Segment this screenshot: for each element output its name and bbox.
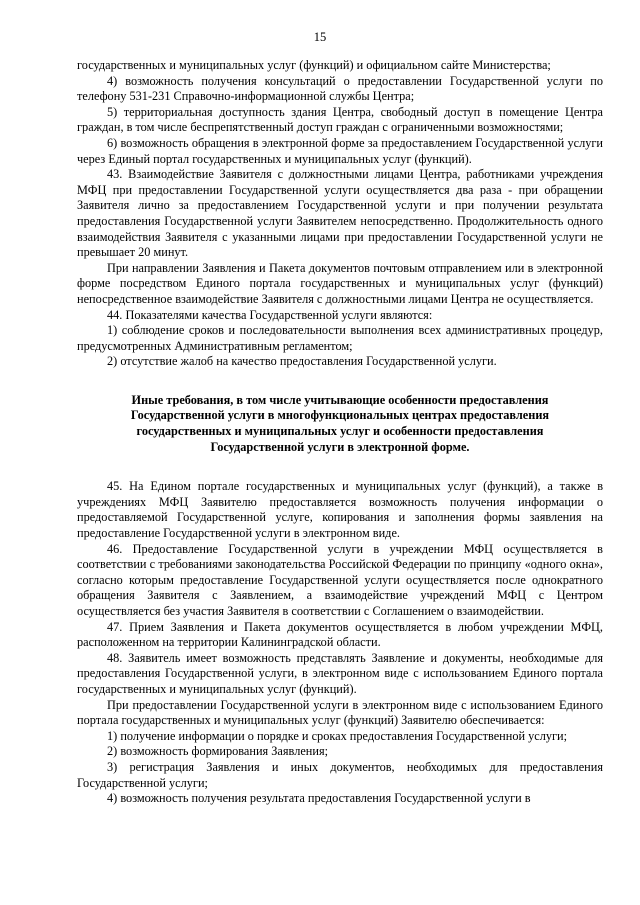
- paragraph: 43. Взаимодействие Заявителя с должностными лицами Центра, работниками учреждения МФЦ при предоставлении Государственной услуги осуществляется два раза - при обращении Заявителя лично за предоставлением Государственной услуги и при получении результата предоставления Государственной услуги Заявителем непосредственно. Продолжительность одного взаимодействия Заявителя с указанными лицами при предоставлении Государственной услуги не превышает 20 минут.: [77, 167, 603, 260]
- paragraph: государственных и муниципальных услуг (функций) и официальном сайте Министерства;: [77, 58, 551, 72]
- paragraph: 1) получение информации о порядке и сроках предоставления Государственной услуги;: [107, 728, 568, 743]
- paragraph: 46. Предоставление Государственной услуги в учреждении МФЦ осуществляется в соответствии с требованиями законодательства Российской Федерации по принципу «одного окна», согласно которым предоставление Государственной услуги осуществляется после однократного обращения Заявителя с Заявлением, а взаимодействие учреждений МФЦ с Центром осуществляется без участия Заявителя в соответствии с Соглашением о взаимодействии.: [77, 541, 603, 618]
- paragraph: 6) возможность обращения в электронной форме за предоставлением Государственной услуги через Единый портал государственных и муниципальных услуг (функций).: [77, 135, 603, 166]
- document-body: [77, 58, 603, 807]
- paragraph: 3) регистрация Заявления и иных документов, необходимых для предоставления Государственной услуги;: [77, 759, 603, 790]
- paragraph: При направлении Заявления и Пакета документов почтовым отправлением или в электронной форме посредством Единого портала государственных и муниципальных услуг (функций) непосредственное взаимодействие Заявителя с должностными лицами Центра не осуществляется.: [77, 260, 603, 306]
- paragraph: 4) возможность получения консультаций о предоставлении Государственной услуги по телефону 531-231 Справочно-информационной службы Центра;: [77, 73, 603, 104]
- paragraph: 2) возможность формирования Заявления;: [107, 744, 329, 759]
- paragraph: 48. Заявитель имеет возможность представлять Заявление и документы, необходимые для предоставления Государственной услуги, в электронном виде с использованием Единого портала государственных и муниципальных услуг (функций).: [77, 650, 603, 696]
- paragraph: 47. Прием Заявления и Пакета документов осуществляется в любом учреждении МФЦ, расположенном на территории Калининградской области.: [77, 619, 603, 650]
- paragraph: 44. Показателями качества Государственной услуги являются:: [107, 307, 433, 322]
- section-heading: Иные требования, в том числе учитывающие особенности предоставления Государственной услуги в многофункциональных центрах предоставления государственных и муниципальных услуг и особенности предоставления Государственной услуги в электронной форме.: [130, 392, 550, 454]
- paragraph: 1) соблюдение сроков и последовательности выполнения всех административных процедур, предусмотренных Административным регламентом;: [77, 323, 603, 353]
- paragraph: При предоставлении Государственной услуги в электронном виде с использованием Единого портала государственных и муниципальных услуг (функций) Заявителю обеспечивается:: [77, 697, 603, 728]
- page-number: 15: [313, 30, 327, 44]
- paragraph: 5) территориальная доступность здания Центра, свободный доступ в помещение Центра граждан, в том числе беспрепятственный доступ граждан с ограниченными возможностями;: [77, 104, 603, 135]
- paragraph: 4) возможность получения результата предоставления Государственной услуги в: [107, 791, 531, 806]
- paragraph: 2) отсутствие жалоб на качество предоставления Государственной услуги.: [107, 354, 497, 369]
- paragraph: 45. На Едином портале государственных и муниципальных услуг (функций), а также в учреждениях МФЦ Заявителю предоставляется возможность получения информации о предоставляемой Государственной услуге, копирования и заполнения формы заявления на предоставление Государственной услуги в электронном виде.: [77, 479, 603, 541]
